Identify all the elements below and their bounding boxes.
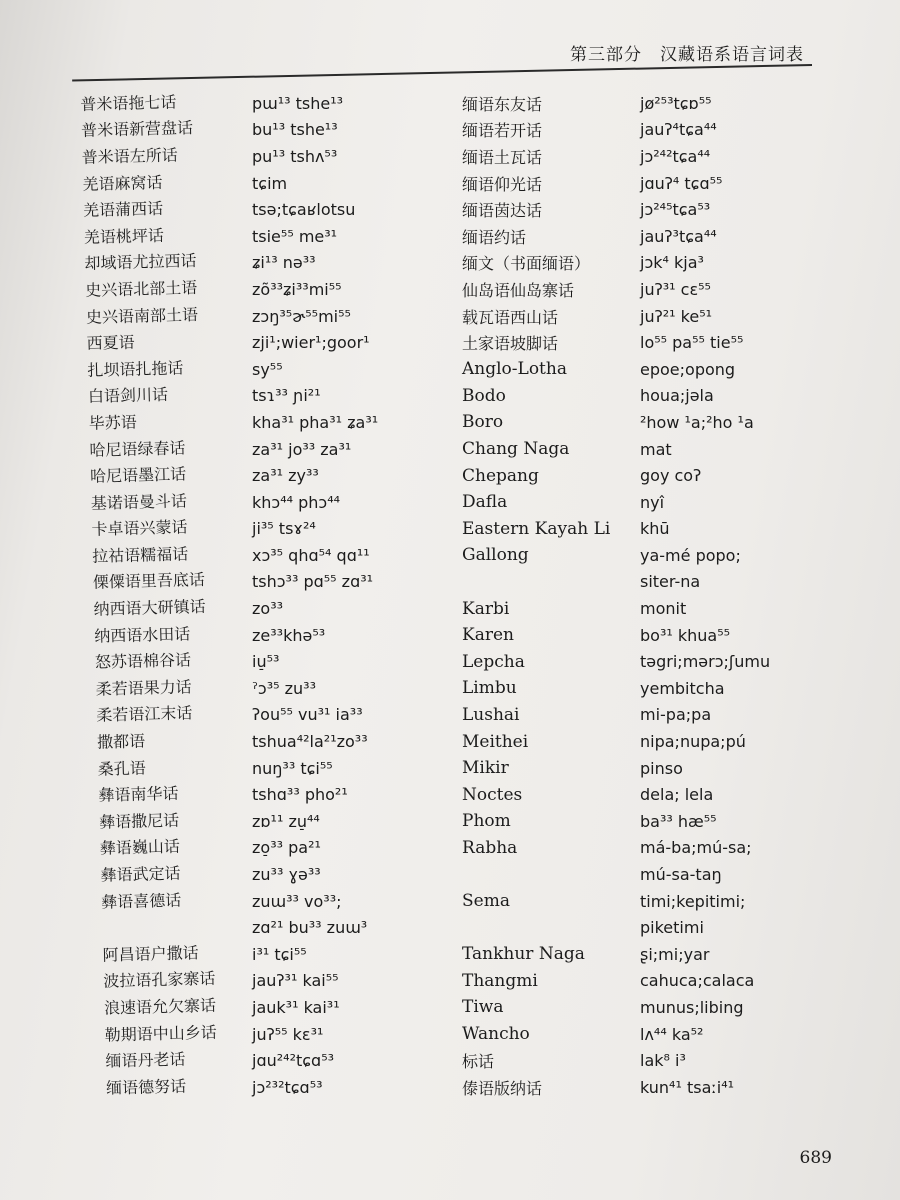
word-form: juʔ²¹ ke⁵¹ xyxy=(640,306,713,326)
language-name: 羌语麻窝话 xyxy=(82,172,163,194)
word-form: ʂi;mi;yar xyxy=(640,944,710,964)
language-name: 傣语版纳话 xyxy=(462,1078,543,1098)
language-name: 西夏语 xyxy=(86,332,135,354)
word-form: pinso xyxy=(640,758,683,778)
word-form: mi-pa;pa xyxy=(640,705,712,725)
word-form: zo³³ xyxy=(252,599,284,619)
language-name: 羌语蒲西话 xyxy=(82,199,164,221)
language-name: 彝语南华话 xyxy=(98,783,179,805)
word-form: juʔ³¹ cɛ⁵⁵ xyxy=(640,279,711,299)
word-form: ʑi¹³ nə³³ xyxy=(252,253,316,273)
word-form: tsə;tɕaʁlotsu xyxy=(252,200,356,220)
language-name xyxy=(462,914,642,941)
word-form: ze³³khə⁵³ xyxy=(252,625,326,645)
language-name: 普米语拖七话 xyxy=(80,92,177,114)
word-form: ²how ¹a;²ho ¹a xyxy=(640,412,754,432)
language-name: 彝语武定话 xyxy=(100,863,181,885)
language-name: Boro xyxy=(462,412,504,433)
word-form: cahuca;calaca xyxy=(640,971,755,991)
language-name: 土家语坡脚话 xyxy=(462,334,559,354)
language-name: 拉祜语糯福话 xyxy=(91,544,189,566)
word-form: təgri;mərɔ;ʃumu xyxy=(640,652,771,672)
word-form: ya-mé popo; xyxy=(640,545,741,565)
language-name: Rabha xyxy=(462,837,518,858)
word-form: tshua⁴²la²¹zo³³ xyxy=(252,732,368,752)
language-name: 缅语德努话 xyxy=(105,1076,187,1098)
language-name: 缅语茵达话 xyxy=(462,201,543,221)
word-form: monit xyxy=(640,599,687,619)
word-form: yembitcha xyxy=(640,678,725,698)
language-name: 彝语喜德话 xyxy=(101,890,182,912)
word-form: jauk³¹ kai³¹ xyxy=(252,997,340,1017)
word-form: za³¹ zy³³ xyxy=(252,466,319,486)
language-name: Dafla xyxy=(462,492,508,513)
word-form: jauʔ⁴tɕa⁴⁴ xyxy=(640,120,717,140)
language-name: 缅语东友话 xyxy=(462,94,543,114)
word-form: nipa;nupa;pú xyxy=(640,732,746,752)
language-name: 史兴语北部土语 xyxy=(84,277,198,300)
word-form: kun⁴¹ tsaːi⁴¹ xyxy=(640,1077,735,1097)
language-name: 基诺语曼斗话 xyxy=(90,491,188,513)
word-form: ji³⁵ tsɤ²⁴ xyxy=(252,519,316,539)
word-form: jauʔ³tɕa⁴⁴ xyxy=(640,226,717,246)
language-name: Limbu xyxy=(462,678,517,699)
language-name: 纳西语水田话 xyxy=(94,623,191,646)
language-name: Karbi xyxy=(462,598,510,619)
word-form: khɔ⁴⁴ phɔ⁴⁴ xyxy=(252,492,341,512)
word-form: tɕim xyxy=(252,173,288,193)
word-form: sy⁵⁵ xyxy=(252,359,283,379)
language-name: 缅文（书面缅语） xyxy=(462,254,591,274)
word-form: zuɯ³³ vo³³; xyxy=(252,891,342,911)
language-name: Karen xyxy=(462,625,514,646)
page-number: 689 xyxy=(799,1148,832,1168)
word-form: tsɿ³³ ɲi²¹ xyxy=(252,386,321,406)
word-form: zji¹;wier¹;goor¹ xyxy=(252,333,370,353)
word-form: lo⁵⁵ pa⁵⁵ tie⁵⁵ xyxy=(640,333,744,353)
language-name: 阿昌语户撒话 xyxy=(102,942,199,965)
language-name: Chang Naga xyxy=(462,439,570,460)
language-name: Thangmi xyxy=(462,970,538,991)
language-name: 缅语土瓦话 xyxy=(462,147,543,167)
language-name: Wancho xyxy=(462,1024,530,1045)
language-name: 扎坝语扎拖话 xyxy=(87,358,184,380)
word-form: tshɔ³³ pɑ⁵⁵ zɑ³¹ xyxy=(252,572,374,592)
word-form: jɔ²³²tɕɑ⁵³ xyxy=(252,1077,323,1097)
word-form: nyî xyxy=(640,492,665,512)
word-form: jɔk⁴ kja³ xyxy=(640,253,704,273)
language-name: 史兴语南部土语 xyxy=(85,304,199,327)
language-name: 标话 xyxy=(462,1052,495,1072)
language-name: 柔若语果力话 xyxy=(95,677,192,699)
language-name: 载瓦语西山话 xyxy=(462,307,559,327)
language-name: 彝语撒尼话 xyxy=(98,810,180,832)
language-name: 柔若语江末话 xyxy=(96,703,193,726)
language-name: Eastern Kayah Li xyxy=(462,518,611,539)
left-form-column xyxy=(252,90,452,1101)
word-form: lak⁸ i³ xyxy=(640,1051,686,1071)
running-header: 第三部分 汉藏语系语言词表 xyxy=(570,45,804,65)
right-form-column xyxy=(640,90,860,1101)
language-name: 仙岛语仙岛寨话 xyxy=(462,280,575,300)
word-form: piketimi xyxy=(640,918,704,938)
word-form: jɑu²⁴²tɕɑ⁵³ xyxy=(252,1051,335,1071)
language-name: 桑孔语 xyxy=(97,758,147,779)
language-name: 羌语桃坪话 xyxy=(83,225,165,247)
word-form: tsie⁵⁵ me³¹ xyxy=(252,226,338,246)
language-name: Noctes xyxy=(462,784,523,805)
language-name: Tankhur Naga xyxy=(462,944,585,965)
word-form: zɑ²¹ bu³³ zuɯ³ xyxy=(252,918,368,938)
word-form: pɯ¹³ tshe¹³ xyxy=(252,93,344,113)
word-form: zo̠³³ pa²¹ xyxy=(252,838,321,858)
word-form: epoe;opong xyxy=(640,359,736,379)
word-form: zɒ¹¹ zu̠⁴⁴ xyxy=(252,811,320,831)
word-form: iu̠⁵³ xyxy=(252,652,280,672)
language-name: Lushai xyxy=(462,704,520,725)
word-form: bo³¹ khua⁵⁵ xyxy=(640,625,731,645)
word-form: lʌ⁴⁴ ka⁵² xyxy=(640,1024,704,1044)
language-name: 波拉语孔家寨话 xyxy=(103,969,216,992)
word-form: jɔ²⁴⁵tɕa⁵³ xyxy=(640,200,711,220)
language-name: 彝语巍山话 xyxy=(99,837,181,859)
language-name: 缅语仰光话 xyxy=(462,174,543,194)
left-language-column xyxy=(80,86,276,1101)
word-form: munus;libing xyxy=(640,997,744,1017)
language-name: 傈僳语里吾底话 xyxy=(92,570,206,593)
word-form: zu³³ ɣə³³ xyxy=(252,865,321,885)
word-form: xɔ³⁵ qhɑ⁵⁴ qɑ¹¹ xyxy=(252,545,370,565)
language-name: 撒都语 xyxy=(96,731,146,752)
language-name: 哈尼语墨江话 xyxy=(89,464,187,486)
language-name: 毕苏语 xyxy=(88,412,137,433)
word-form: bu¹³ tshe¹³ xyxy=(252,120,338,140)
language-name xyxy=(462,569,642,596)
word-form: i³¹ tɕi⁵⁵ xyxy=(252,944,307,964)
word-form: juʔ⁵⁵ kɛ³¹ xyxy=(252,1024,324,1044)
word-form: nuŋ³³ tɕi⁵⁵ xyxy=(252,758,333,778)
word-form: zõ³³ʑi³³mi⁵⁵ xyxy=(252,279,342,299)
word-form: tshɑ³³ pho²¹ xyxy=(252,785,348,805)
language-name: Meithei xyxy=(462,731,529,752)
language-name: Gallong xyxy=(462,545,529,566)
word-form: mat xyxy=(640,439,672,459)
word-form: pu¹³ tshʌ⁵³ xyxy=(252,146,338,166)
word-form: houa;jəla xyxy=(640,386,714,406)
word-form: timi;kepitimi; xyxy=(640,891,746,911)
language-name: Anglo-Lotha xyxy=(462,359,567,380)
word-form: goy coʔ xyxy=(640,466,702,486)
language-name: Lepcha xyxy=(462,651,525,672)
language-name: 缅语丹老话 xyxy=(105,1049,186,1071)
word-form: má-ba;mú-sa; xyxy=(640,838,752,858)
language-name: 纳西语大研镇话 xyxy=(93,596,206,619)
word-form: jɑuʔ⁴ tɕɑ⁵⁵ xyxy=(640,173,723,193)
word-form: zɔŋ³⁵ɚ⁵⁵mi⁵⁵ xyxy=(252,306,351,326)
language-name: Sema xyxy=(462,891,510,912)
word-form: jauʔ³¹ kai⁵⁵ xyxy=(252,971,339,991)
language-name: 浪速语允欠寨话 xyxy=(103,995,217,1018)
language-name xyxy=(462,861,642,888)
language-name: 哈尼语绿春话 xyxy=(89,437,186,460)
word-form: mú-sa-taŋ xyxy=(640,865,722,885)
language-name: 怒苏语棉谷话 xyxy=(94,650,192,673)
language-name: Mikir xyxy=(462,758,509,779)
word-form: dela; lela xyxy=(640,785,714,805)
header-rule xyxy=(72,64,812,81)
language-name: 白语剑川话 xyxy=(87,385,169,407)
language-name: 卡卓语兴蒙话 xyxy=(91,517,188,540)
word-form: ˀɔ³⁵ zu³³ xyxy=(252,678,316,698)
language-name: Tiwa xyxy=(462,997,504,1018)
language-name: Bodo xyxy=(462,385,506,406)
language-name: 普米语新营盘话 xyxy=(80,118,194,141)
language-name: 缅语若开话 xyxy=(462,121,543,141)
language-name: Chepang xyxy=(462,465,539,486)
language-name: Phom xyxy=(462,811,511,832)
word-form: kha³¹ pha³¹ ʑa³¹ xyxy=(252,412,379,432)
language-name: 缅语约话 xyxy=(462,227,527,247)
word-form: ba³³ hæ⁵⁵ xyxy=(640,811,717,831)
language-name: 普米语左所话 xyxy=(81,145,178,167)
word-form: jɔ²⁴²tɕa⁴⁴ xyxy=(640,146,711,166)
word-form: jø²⁵³tɕɒ⁵⁵ xyxy=(640,93,712,113)
word-form: ʔou⁵⁵ vu³¹ ia³³ xyxy=(252,705,363,725)
language-name: 勒期语中山乡话 xyxy=(104,1022,217,1045)
word-form: khū xyxy=(640,519,670,539)
right-language-column xyxy=(462,90,642,1101)
word-form: za³¹ jo³³ za³¹ xyxy=(252,439,352,459)
word-form: siter-na xyxy=(640,572,701,592)
language-name: 却域语尤拉西话 xyxy=(84,251,197,274)
